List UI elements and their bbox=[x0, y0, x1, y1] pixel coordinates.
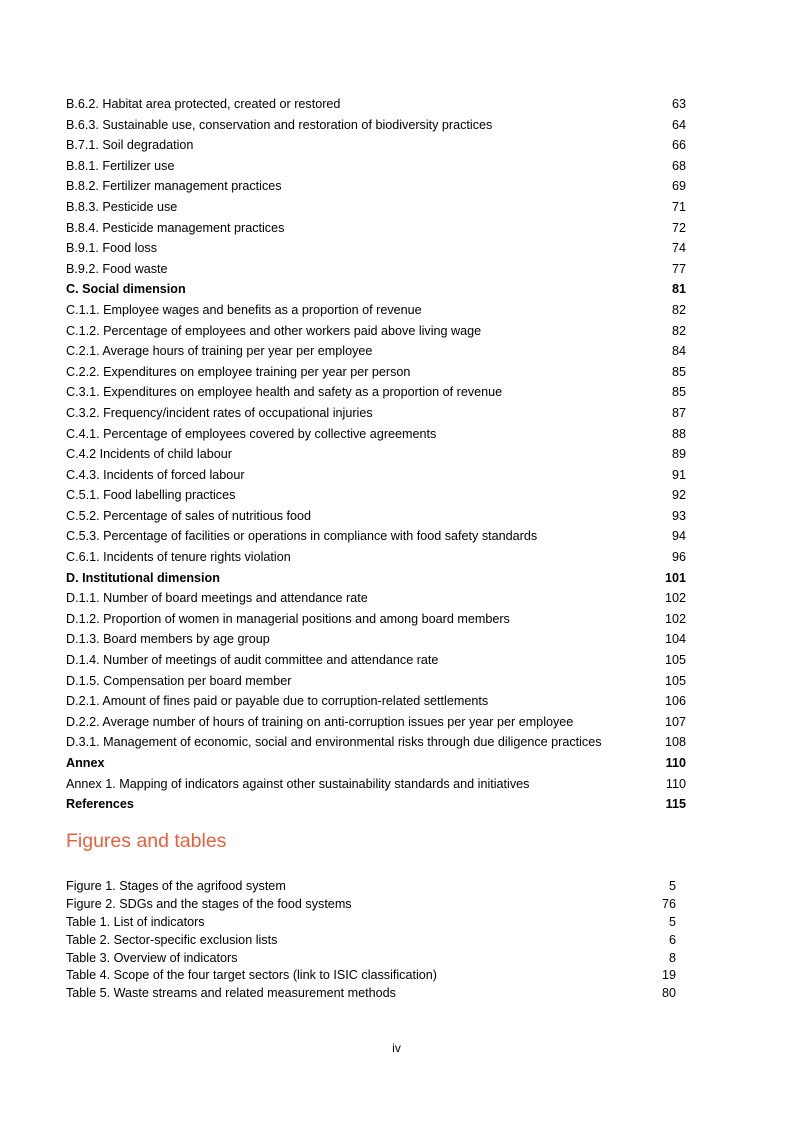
toc-entry[interactable] bbox=[66, 135, 686, 156]
toc-entry-label: D.1.2. Proportion of women in managerial positions and among board members bbox=[66, 611, 510, 626]
toc-entry-label: D.1.4. Number of meetings of audit committee and attendance rate bbox=[66, 653, 439, 668]
figure-table-entry[interactable] bbox=[66, 932, 676, 950]
figure-table-label: Table 5. Waste streams and related measurement methods bbox=[66, 986, 396, 1001]
toc-entry[interactable] bbox=[66, 300, 686, 321]
figure-table-page: 19 bbox=[661, 968, 676, 983]
figure-table-page: 8 bbox=[668, 950, 676, 965]
toc-entry-page: 91 bbox=[671, 467, 686, 482]
toc-entry-page: 85 bbox=[671, 364, 686, 379]
toc-entry-label: B.7.1. Soil degradation bbox=[66, 138, 194, 153]
toc-entry-label: D.1.1. Number of board meetings and attendance rate bbox=[66, 591, 368, 606]
toc-entry[interactable] bbox=[66, 609, 686, 630]
table-of-contents bbox=[66, 94, 686, 815]
toc-entry-label: C.5.1. Food labelling practices bbox=[66, 488, 236, 503]
figure-table-entry[interactable] bbox=[66, 896, 676, 914]
toc-entry-page: 108 bbox=[664, 735, 686, 750]
toc-entry-label: D.3.1. Management of economic, social and environmental risks through due diligence practices bbox=[66, 735, 602, 750]
toc-entry[interactable] bbox=[66, 382, 686, 403]
toc-entry-page: 84 bbox=[671, 344, 686, 359]
toc-entry-page: 77 bbox=[671, 261, 686, 276]
figure-table-entry[interactable] bbox=[66, 950, 676, 968]
toc-entry-page: 87 bbox=[671, 405, 686, 420]
page-number: iv bbox=[392, 1041, 401, 1055]
toc-entry[interactable] bbox=[66, 691, 686, 712]
toc-entry[interactable] bbox=[66, 712, 686, 733]
toc-entry[interactable] bbox=[66, 197, 686, 218]
toc-entry-label: D.2.1. Amount of fines paid or payable due to corruption-related settlements bbox=[66, 694, 489, 709]
figure-table-page: 6 bbox=[668, 932, 676, 947]
toc-entry-label: C.5.2. Percentage of sales of nutritious food bbox=[66, 508, 312, 523]
figure-table-page: 76 bbox=[661, 896, 676, 911]
toc-entry-label: B.6.2. Habitat area protected, created or restored bbox=[66, 97, 341, 111]
toc-entry-page: 105 bbox=[664, 673, 686, 688]
toc-entry-label: B.8.1. Fertilizer use bbox=[66, 158, 175, 173]
toc-entry[interactable] bbox=[66, 732, 686, 753]
toc-entry-label: D. Institutional dimension bbox=[66, 570, 220, 585]
toc-entry-label: C.4.3. Incidents of forced labour bbox=[66, 467, 245, 482]
toc-entry[interactable] bbox=[66, 547, 686, 568]
toc-entry[interactable] bbox=[66, 588, 686, 609]
toc-entry-page: 82 bbox=[671, 323, 686, 338]
toc-entry[interactable] bbox=[66, 362, 686, 383]
toc-entry-page: 115 bbox=[665, 797, 686, 812]
toc-entry-page: 96 bbox=[671, 550, 686, 565]
toc-entry[interactable] bbox=[66, 156, 686, 177]
toc-entry-label: C.1.1. Employee wages and benefits as a proportion of revenue bbox=[66, 302, 422, 317]
toc-entry-label: D.1.3. Board members by age group bbox=[66, 632, 270, 647]
figure-table-label: Figure 2. SDGs and the stages of the food systems bbox=[66, 896, 352, 911]
toc-entry[interactable] bbox=[66, 321, 686, 342]
toc-entry-page: 110 bbox=[665, 776, 686, 791]
toc-section-entry[interactable] bbox=[66, 794, 686, 815]
toc-entry-page: 81 bbox=[671, 282, 686, 297]
figure-table-page: 5 bbox=[668, 914, 676, 929]
toc-entry[interactable] bbox=[66, 218, 686, 239]
toc-section-entry[interactable] bbox=[66, 279, 686, 300]
toc-entry-page: 82 bbox=[671, 302, 686, 317]
toc-entry[interactable] bbox=[66, 176, 686, 197]
toc-entry[interactable] bbox=[66, 506, 686, 527]
figures-and-tables-list bbox=[66, 878, 676, 1003]
toc-entry-label: References bbox=[66, 797, 134, 812]
toc-entry[interactable] bbox=[66, 629, 686, 650]
toc-entry-label: B.9.2. Food waste bbox=[66, 261, 168, 276]
toc-entry[interactable] bbox=[66, 671, 686, 692]
toc-entry-page: 85 bbox=[671, 385, 686, 400]
toc-entry-label: C.2.1. Average hours of training per year per employee bbox=[66, 344, 373, 359]
toc-entry-label: B.8.2. Fertilizer management practices bbox=[66, 179, 282, 194]
figure-table-label: Table 3. Overview of indicators bbox=[66, 950, 238, 965]
toc-section-entry[interactable] bbox=[66, 568, 686, 589]
toc-entry[interactable] bbox=[66, 115, 686, 136]
toc-entry-label: D.1.5. Compensation per board member bbox=[66, 673, 292, 688]
toc-entry[interactable] bbox=[66, 94, 686, 115]
toc-entry[interactable] bbox=[66, 774, 686, 795]
toc-entry-label: B.6.3. Sustainable use, conservation and restoration of biodiversity practices bbox=[66, 117, 493, 132]
toc-entry-page: 74 bbox=[671, 241, 686, 256]
figure-table-entry[interactable] bbox=[66, 914, 676, 932]
toc-entry-label: C.2.2. Expenditures on employee training per year per person bbox=[66, 364, 411, 379]
figure-table-label: Table 2. Sector-specific exclusion lists bbox=[66, 932, 278, 947]
figure-table-label: Table 1. List of indicators bbox=[66, 914, 205, 929]
toc-entry-label: B.8.3. Pesticide use bbox=[66, 199, 178, 214]
toc-entry-label: B.8.4. Pesticide management practices bbox=[66, 220, 285, 235]
toc-entry-label: Annex 1. Mapping of indicators against other sustainability standards and initiatives bbox=[66, 776, 530, 791]
toc-entry[interactable] bbox=[66, 526, 686, 547]
toc-entry-page: 106 bbox=[664, 694, 686, 709]
toc-entry-label: C.4.2 Incidents of child labour bbox=[66, 447, 232, 462]
toc-entry-page: 69 bbox=[671, 179, 686, 194]
toc-entry-page: 110 bbox=[665, 756, 686, 770]
toc-entry[interactable] bbox=[66, 650, 686, 671]
toc-entry-label: C. Social dimension bbox=[66, 282, 186, 297]
toc-entry-page: 88 bbox=[671, 426, 686, 441]
toc-entry-label: C.1.2. Percentage of employees and other workers paid above living wage bbox=[66, 323, 482, 338]
toc-entry-label: C.5.3. Percentage of facilities or operations in compliance with food safety standards bbox=[66, 529, 538, 544]
toc-entry[interactable] bbox=[66, 403, 686, 424]
figure-table-entry[interactable] bbox=[66, 878, 676, 896]
toc-entry-page: 102 bbox=[664, 591, 686, 606]
toc-entry-page: 101 bbox=[664, 570, 686, 585]
toc-entry-label: C.3.1. Expenditures on employee health and safety as a proportion of revenue bbox=[66, 385, 503, 400]
toc-entry[interactable] bbox=[66, 259, 686, 280]
toc-entry-page: 104 bbox=[664, 632, 686, 647]
figures-and-tables-heading: Figures and tables bbox=[66, 830, 227, 852]
toc-entry-page: 92 bbox=[671, 488, 686, 503]
toc-entry-page: 66 bbox=[671, 138, 686, 153]
toc-entry-page: 63 bbox=[671, 97, 686, 111]
toc-entry-label: D.2.2. Average number of hours of training on anti-corruption issues per year per employee bbox=[66, 714, 574, 729]
toc-entry-page: 89 bbox=[671, 447, 686, 462]
toc-entry-label: C.6.1. Incidents of tenure rights violation bbox=[66, 550, 291, 565]
toc-entry-page: 64 bbox=[671, 117, 686, 132]
toc-entry[interactable] bbox=[66, 485, 686, 506]
toc-entry-page: 102 bbox=[664, 611, 686, 626]
toc-entry-label: B.9.1. Food loss bbox=[66, 241, 158, 256]
toc-entry-label: C.4.1. Percentage of employees covered by collective agreements bbox=[66, 426, 437, 441]
figure-table-entry[interactable] bbox=[66, 967, 676, 985]
toc-entry[interactable] bbox=[66, 238, 686, 259]
toc-entry-page: 68 bbox=[671, 158, 686, 173]
toc-entry-page: 72 bbox=[671, 220, 686, 235]
toc-entry-page: 107 bbox=[664, 714, 686, 729]
toc-entry[interactable] bbox=[66, 444, 686, 465]
toc-entry-label: Annex bbox=[66, 756, 105, 770]
toc-entry-page: 71 bbox=[671, 199, 686, 214]
toc-entry[interactable] bbox=[66, 341, 686, 362]
toc-entry[interactable] bbox=[66, 465, 686, 486]
toc-entry[interactable] bbox=[66, 424, 686, 445]
figure-table-page: 80 bbox=[661, 986, 676, 1001]
toc-entry-page: 93 bbox=[671, 508, 686, 523]
figure-table-entry[interactable] bbox=[66, 985, 676, 1003]
toc-entry-page: 94 bbox=[671, 529, 686, 544]
figure-table-label: Table 4. Scope of the four target sectors (link to ISIC classification) bbox=[66, 968, 437, 983]
figure-table-label: Figure 1. Stages of the agrifood system bbox=[66, 879, 286, 893]
toc-section-entry[interactable] bbox=[66, 753, 686, 774]
toc-entry-label: C.3.2. Frequency/incident rates of occupational injuries bbox=[66, 405, 373, 420]
toc-entry-page: 105 bbox=[664, 653, 686, 668]
figure-table-page: 5 bbox=[668, 879, 676, 893]
